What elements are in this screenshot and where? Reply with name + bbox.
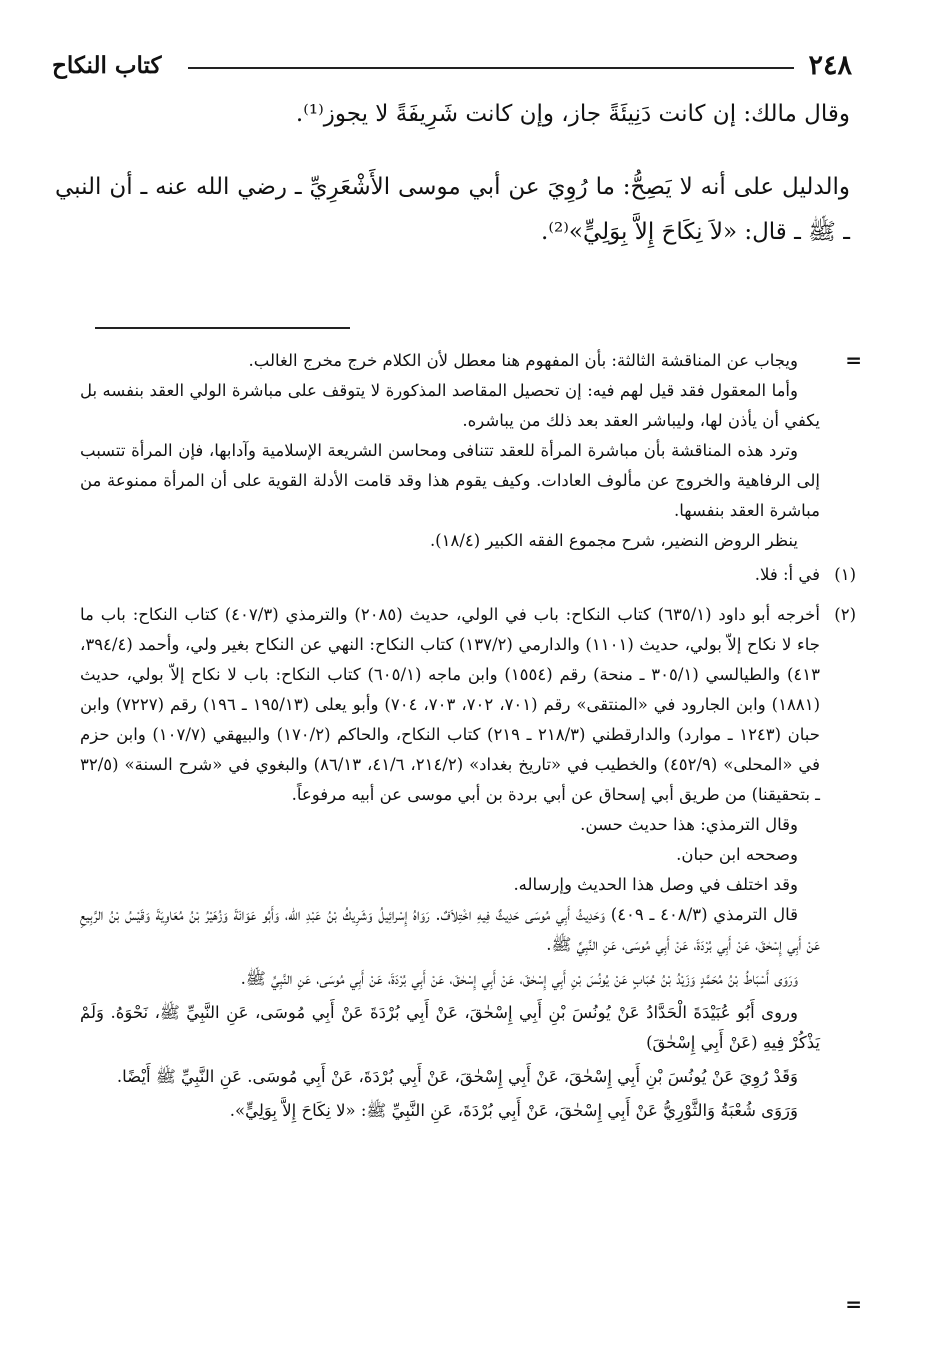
main-text — [55, 92, 850, 255]
footnote-2-line: قال الترمذي (٤٠٨/٣ ـ ٤٠٩) وَحَدِيثُ أَبِي مُوسَى حَدِيثٌ فِيهِ اخْتِلاَفٌ. رَوَاهُ إِسْرائِيلُ وَشَرِيكُ بْنُ عَبْدِ الله، وَأَبُو عَوَانَةَ وَزُهَيْرُ بْنُ مُعَاوِيَةَ وَقَيْسُ بْنُ الرَّبِيعِ عَنْ أَبِي إِسْحٰقَ، عَنْ أَبِي بُرْدَةَ، عَنْ أَبِي مُوسَى، عَنِ النَّبِيِّ ﷺ. — [80, 905, 820, 954]
footnote-1-text: في أ: فلا. — [754, 565, 820, 584]
footnote-2-line: وصححه ابن حبان. — [676, 845, 798, 864]
note-continued-1: ويجاب عن المناقشة الثالثة: بأن المفهوم هنا معطل لأن الكلام خرج مخرج الغالب. — [248, 351, 798, 370]
footnote-2 — [80, 600, 856, 810]
note-continued-3: وترد هذه المناقشة بأن مباشرة المرأة للعقد تتنافى ومحاسن الشريعة الإسلامية وآدابها، فإن المرأة تتسبب إلى الرفاهية والخروج عن مألوف العادات. وكيف يقوم هذا وقد قامت الأدلة القوية على أن المرأة ممنوعة من مباشرة العقد بنفسها. — [80, 441, 820, 520]
footnote-2-line: وقال الترمذي: هذا حديث حسن. — [580, 815, 798, 834]
footnote-1 — [80, 560, 856, 590]
footnote-1-number: (١) — [834, 565, 856, 584]
footnote-2-line: وقد اختلف في وصل هذا الحديث وإرساله. — [513, 875, 798, 894]
footnotes — [80, 346, 856, 1126]
evidence-paragraph: والدليل على أنه لا يَصِحُّ: ما رُوِيَ عن أبي موسى الأَشْعَرِيِّ ـ رضي الله عنه ـ أن النبي ـ ﷺ ـ قال: «لاَ نِكَاحَ إِلاَّ بِوَلِيٍّ»⁽²⁾. — [55, 174, 850, 245]
note-continued-4: ينظر الروض النضير، شرح مجموع الفقه الكبير (١٨/٤). — [429, 531, 798, 550]
footnote-2-text: أخرجه أبو داود (٦٣٥/١) كتاب النكاح: باب في الولي، حديث (٢٠٨٥) والترمذي (٤٠٧/٣) كتاب النكاح: باب ما جاء لا نكاح إلاّ بولي، حديث (١١٠١) والدارمي (١٣٧/٢) كتاب النكاح: النهي عن النكاح بغير ولي، وأحمد (٣٩٤/٤، ٤١٣) والطيالسي (٣٠٥/١ ـ منحة) رقم (١٥٥٤) وابن ماجه (٦٠٥/١) كتاب النكاح: باب لا نكاح إلاّ بولي، حديث (١٨٨١) وابن الجارود في «المنتقى» رقم (٧٠١، ٧٠٢، ٧٠٣، ٧٠٤) وأبو يعلى (١٩٥/١٣ ـ ١٩٦) رقم (٧٢٢٧) وابن حبان (١٢٤٣ ـ موارد) والدارقطني (٢١٨/٣ ـ ٢١٩) كتاب النكاح، والحاكم (١٧٠/٢) والبيهقي (١٠٧/٧) وابن حزم في «المحلى» (٤٥٢/٩) والخطيب في «تاريخ بغداد» (٢١٤/٢، ٤١/٦، ٨٦/١٣) والبغوي في «شرح السنة» (٣٢/٥ ـ بتحقيقنا) من طريق أبي إسحاق عن أبي بردة بن أبي موسى عن أبيه مرفوعاً. — [80, 605, 821, 804]
running-title: كتاب النكاح — [52, 52, 162, 79]
note-continued-2: وأما المعقول فقد قيل لهم فيه: إن تحصيل المقاصد المذكورة لا يتوقف على مباشرة الولي العقد بنفسه بل يكفي أن يأذن لها، وليباشر العقد بعد ذلك من يباشره. — [80, 381, 820, 430]
footnote-2-line: وَرَوَى شُعْبَةُ وَالثَّوْرِيُّ عَنْ أَبِي إِسْحٰقَ، عَنْ أَبِي بُرْدَةَ، عَنِ النَّبِيِّ ﷺ: «لا نِكَاحَ إِلاَّ بِوَلِيٍّ». — [229, 1101, 798, 1120]
footnote-separator — [95, 327, 350, 329]
footnote-2-line: وروى أَبُو عُبَيْدَةَ الْحَدَّادُ عَنْ يُونُسَ بْنِ أَبِي إِسْحٰقَ، عَنْ أَبِي بُرْدَةَ عَنْ أَبِي مُوسَى، عَنِ النَّبِيِّ ﷺ، نَحْوَهُ. وَلَمْ يَذْكُرْ فِيهِ (عَنْ أَبِي إِسْحٰقَ) — [80, 1003, 820, 1052]
header-rule — [188, 67, 794, 69]
footnote-2-line: وَقَدْ رُوِيَ عَنْ يُونُسَ بْنِ أَبِي إِسْحٰقَ، عَنْ أَبِي إِسْحٰقَ، عَنْ أَبِي بُرْدَةَ، عَنْ أَبِي مُوسَى. عَنِ النَّبِيِّ ﷺ أَيْضًا. — [116, 1067, 798, 1086]
continuation-mark-bottom: = — [845, 1292, 862, 1316]
footnote-2-line: وَرَوَى أَسْبَاطُ بْنُ مُحَمَّدٍ وَزَيْدُ بْنُ حُبَابٍ عَنْ يُونُسَ بْنِ أَبِي إِسْحٰقَ، عَنْ أَبِي إِسْحٰقَ، عَنْ أَبِي بُرْدَةَ، عَنْ أَبِي مُوسَى، عَنِ النَّبِيِّ ﷺ. — [240, 969, 798, 988]
footnote-2-number: (٢) — [834, 605, 856, 624]
malik-statement: وقال مالك: إن كانت دَنِيئَةً جاز، وإن كانت شَرِيفَةً لا يجوز⁽¹⁾. — [295, 101, 850, 127]
page-number: ٢٤٨ — [808, 50, 852, 81]
continuation-mark-top: = — [845, 348, 862, 372]
page-header — [52, 48, 852, 84]
